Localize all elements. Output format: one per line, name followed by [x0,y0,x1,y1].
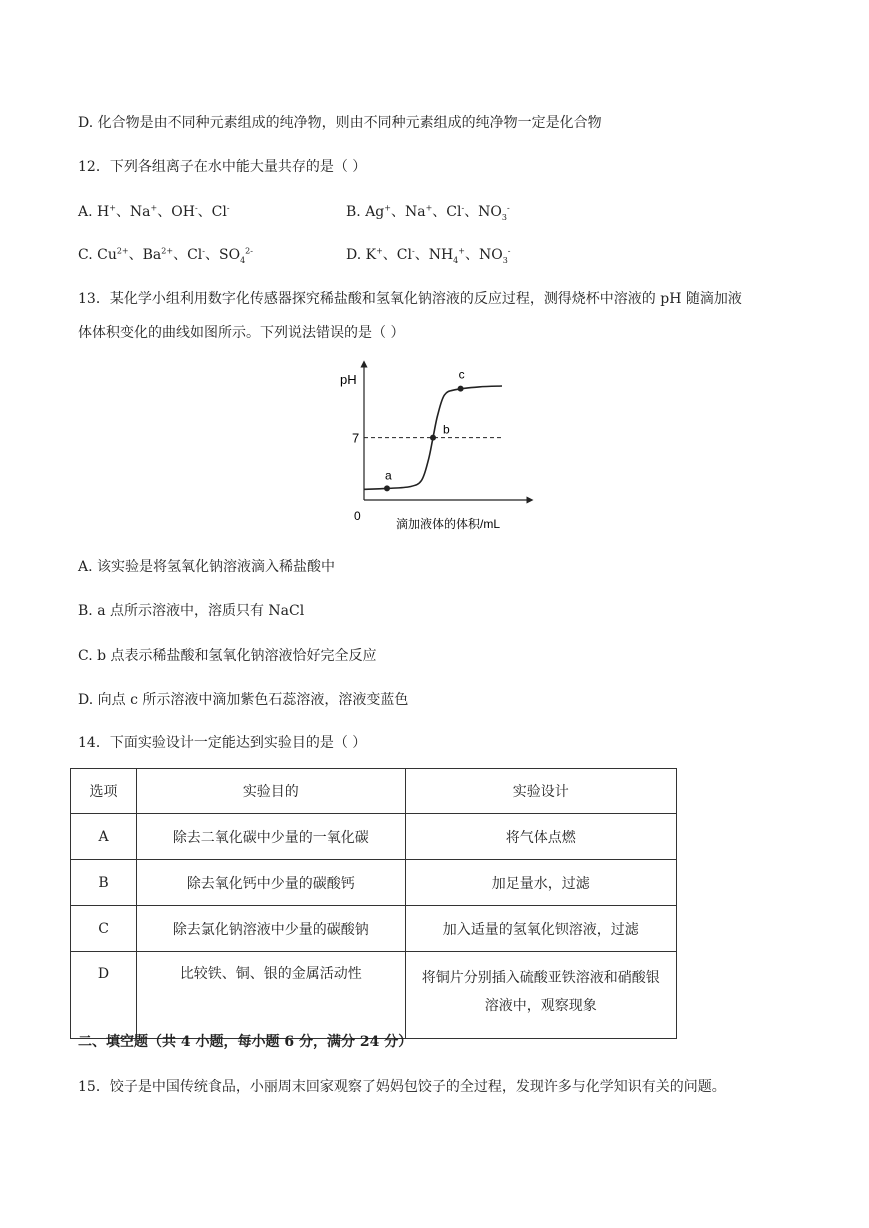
q13-option-a: A. 该实验是将氢氧化钠溶液滴入稀盐酸中 [78,559,336,575]
cell-design: 将气体点燃 [405,814,676,860]
cell-design: 将铜片分别插入硫酸亚铁溶液和硝酸银溶液中，观察现象 [405,952,676,1039]
cell-option: D [71,952,137,1039]
table-header-row [71,769,677,814]
table-row [71,952,677,1039]
q14-stem: 14．下面实验设计一定能达到实验目的是（ ） [78,735,367,751]
cell-design: 加入适量的氢氧化钡溶液，过滤 [405,906,676,952]
q13-option-c: C. b 点表示稀盐酸和氢氧化钠溶液恰好完全反应 [78,648,377,664]
origin-label: 0 [354,509,361,523]
header-purpose: 实验目的 [137,769,405,814]
table-row [71,814,677,860]
q12-options-row-2 [78,245,798,265]
cell-option: A [71,814,137,860]
q12-option-d: D. K+、Cl-、$NH_4^+$、$NO_3^-$ [346,246,511,265]
cell-purpose: 除去氯化钠溶液中少量的碳酸钠 [137,906,405,952]
point-label-c: c [458,367,465,382]
point-c [458,386,464,392]
cell-option: B [71,860,137,906]
q12-options-row-1 [78,202,798,222]
q12-option-a: A. H+、Na+、OH-、Cl- [78,203,230,220]
cell-purpose: 比较铁、铜、银的金属活动性 [137,952,405,1039]
header-option: 选项 [71,769,137,814]
q13-option-d: D. 向点 c 所示溶液中滴加紫色石蕊溶液，溶液变蓝色 [78,692,409,708]
ph-titration-chart [330,356,540,536]
x-axis-label: 滴加液体的体积/mL [396,517,501,531]
table-row [71,860,677,906]
q12-option-b: B. Ag+、Na+、Cl-、$NO_3^-$ [346,203,510,222]
q12-stem: 12．下列各组离子在水中能大量共存的是（ ） [78,159,367,175]
q13-stem-line-1: 13．某化学小组利用数字化传感器探究稀盐酸和氢氧化钠溶液的反应过程，测得烧杯中溶液的 pH 随滴加液 [78,291,742,307]
q13-option-b: B. a 点所示溶液中，溶质只有 NaCl [78,603,305,619]
table-row [71,906,677,952]
q13-stem-line-2: 体体积变化的曲线如图所示。下列说法错误的是（ ） [78,325,405,341]
q12-option-c: C. $Cu^{2+}$、$Ba^{2+}$、Cl-、$SO_4^{2-}$ [78,246,253,265]
point-label-a: a [385,468,392,483]
header-design: 实验设计 [405,769,676,814]
point-a [384,485,390,491]
ph-7-tick-label: 7 [352,430,360,446]
cell-purpose: 除去二氧化碳中少量的一氧化碳 [137,814,405,860]
q11-option-d: D. 化合物是由不同种元素组成的纯净物，则由不同种元素组成的纯净物一定是化合物 [78,115,602,131]
cell-design: 加足量水，过滤 [405,860,676,906]
q15-stem: 15．饺子是中国传统食品，小丽周末回家观察了妈妈包饺子的全过程，发现许多与化学知识有关的问题。 [78,1079,726,1095]
cell-option: C [71,906,137,952]
q14-table [70,768,677,1039]
y-axis-label: pH [340,372,357,387]
cell-purpose: 除去氧化钙中少量的碳酸钙 [137,860,405,906]
section-2-title: 二、填空题（共 4 小题，每小题 6 分，满分 24 分） [78,1034,413,1050]
point-label-b: b [443,422,450,437]
point-b [430,435,436,441]
